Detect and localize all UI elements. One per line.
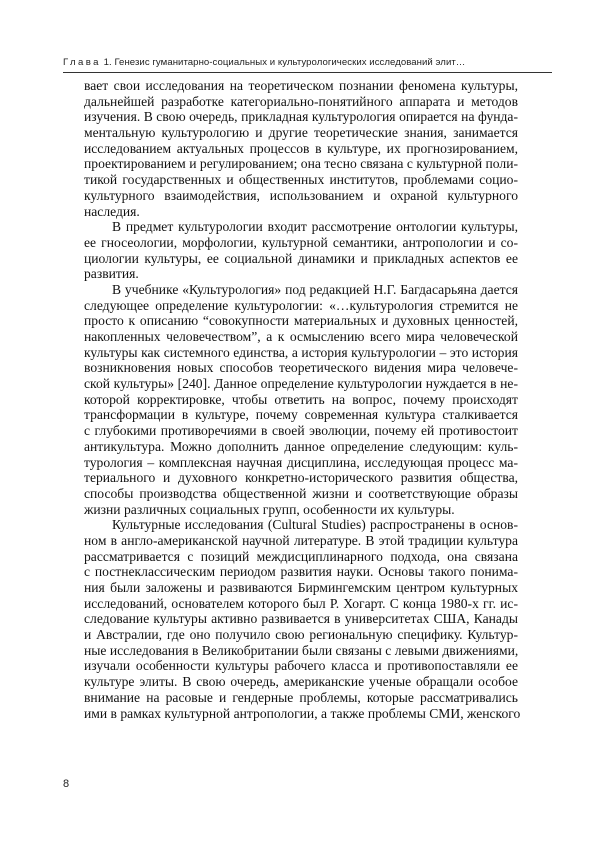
text-line: культуры как системного единства, а история культурологии – это история — [84, 344, 518, 360]
chapter-word: Глава — [63, 57, 101, 68]
text-line: ее гносеологии, морфологии, культурной семантики, антропологии и со- — [84, 234, 518, 250]
text-line: рассматривается с позиций междисциплинарного подхода, она связана — [84, 548, 518, 564]
paragraph — [84, 78, 518, 219]
text-line: ные исследования в Великобритании были связаны с левыми движениями, — [84, 642, 519, 658]
paragraph — [84, 282, 518, 517]
text-line: ном в англо-американской научной литературе. В этой традиции культура — [84, 532, 518, 548]
text-line: внимание на расовые и гендерные проблемы, которые рассматривались — [84, 689, 518, 705]
text-line: териального и духовного конкретно-исторического развития общества, — [84, 470, 518, 486]
text-line: следование культуры активно развивается в университетах США, Канады — [84, 611, 518, 627]
text-line: проектированием и регулированием; она тесно связана с культурной поли- — [84, 156, 518, 172]
text-line: культуре элиты. В свою очередь, американские ученые обращали особое — [84, 674, 518, 690]
text-line: исследований, основателем которого был Р. Хогарт. С конца 1980-х гг. ис- — [84, 595, 518, 611]
text-line: В учебнике «Культурология» под редакцией Н.Г. Багдасарьяна дается — [112, 281, 518, 297]
text-line: Культурные исследования (Cultural Studies) распространены в основ- — [112, 517, 518, 533]
paragraph — [84, 219, 518, 282]
text-line: и Австралии, где оно получило свою региональную специфику. Культур- — [84, 627, 518, 643]
running-head — [63, 57, 553, 68]
text-line: которой корректировке, чтобы ответить на вопрос, почему происходят — [84, 391, 518, 407]
text-line: ментальную культурологию и другие теоретические знания, занимается — [84, 125, 518, 141]
text-line: антикультура. Можно дополнить данное определение следующим: куль- — [84, 438, 518, 454]
text-line: исследованием актуальных процессов в культуре, их прогнозированием, — [84, 140, 518, 156]
text-line: изучали особенности культуры рабочего класса и противопоставляли ее — [84, 658, 518, 674]
text-line: наследия. — [84, 203, 140, 219]
text-line: дальнейшей разработке категориально-понятийного аппарата и методов — [84, 93, 518, 109]
text-line: с постнеклассическим периодом развития науки. Основы такого понима- — [84, 564, 518, 580]
page-number: 8 — [63, 778, 70, 790]
text-line: изучения. В свою очередь, прикладная культурология опирается на фунда- — [84, 109, 518, 125]
text-line: следующее определение культурологии: «…культурология стремится не — [84, 297, 518, 313]
paragraph — [84, 517, 521, 721]
text-line: В предмет культурологии входит рассмотрение онтологии культуры, — [112, 219, 518, 235]
text-line: развития. — [84, 266, 139, 282]
text-line: накопленных человечеством”, а к осмыслению всего мира человеческой — [84, 329, 518, 344]
text-line: вает свои исследования на теоретическом познании феномена культуры, — [84, 78, 518, 93]
text-line: культурного взаимодействия, использованием и охраной культурного — [84, 187, 518, 203]
header-rule — [63, 72, 552, 73]
text-line: просто к описанию “совокупности материальных и духовных ценностей, — [84, 313, 518, 329]
chapter-title: 1. Генезис гуманитарно-социальных и культурологических исследований элит… — [100, 57, 466, 68]
text-line: ими в рамках культурной антропологии, а также проблемы СМИ, женского — [84, 705, 521, 721]
text-line: турология – комплексная научная дисциплина, исследующая процесс ма- — [84, 454, 518, 470]
text-line: ской культуры» [240]. Данное определение культурологии нуждается в не- — [84, 376, 518, 392]
text-line: возникновения новых способов теоретического видения мира человече- — [84, 360, 518, 376]
text-line: жизни различных социальных групп, особенности их культуры. — [84, 501, 455, 517]
text-line: с глубокими противоречиями в своей эволюции, почему ей противостоит — [84, 423, 518, 439]
text-line: тикой государственных и общественных институтов, проблемами социо- — [84, 172, 518, 188]
text-line: ния были заложены и развиваются Бирмингемским центром культурных — [84, 580, 518, 595]
text-line: трансформации в культуре, почему современная культура сталкивается — [84, 407, 518, 423]
text-line: циологии культуры, ее социальной динамики и прикладных аспектов ее — [84, 250, 518, 266]
text-line: способы производства общественной жизни и соответствующие образы — [84, 485, 518, 501]
body-text — [84, 78, 521, 721]
